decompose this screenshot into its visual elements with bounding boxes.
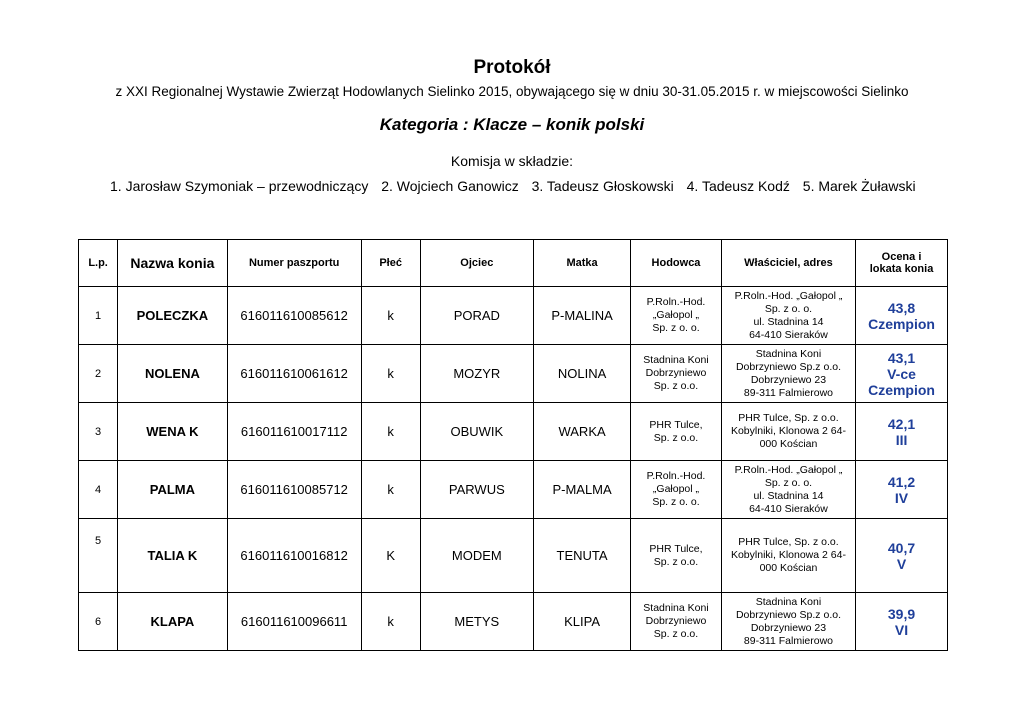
cell-owner xyxy=(721,519,855,593)
cell-owner-line: 000 Kościan xyxy=(759,438,818,450)
cell-owner-line: PHR Tulce, Sp. z o.o. xyxy=(738,412,839,424)
cell-owner-line: Stadnina Koni xyxy=(755,595,822,608)
cell-score-line: IV xyxy=(894,489,909,506)
cell-owner-line: ul. Stadnina 14 xyxy=(753,315,824,328)
cell-sire: PORAD xyxy=(420,287,534,345)
cell-score-line: 43,8 xyxy=(887,299,916,316)
header-dam: Matka xyxy=(534,240,631,287)
cell-passport: 616011610085712 xyxy=(227,461,361,519)
cell-score xyxy=(856,593,948,651)
cell-lp: 5 xyxy=(79,519,118,593)
cell-score-line: VI xyxy=(894,621,909,638)
cell-breeder-line: PHR Tulce, xyxy=(649,418,703,431)
cell-breeder-line: P.Roln.-Hod. xyxy=(646,470,706,482)
cell-score-line: 39,9 xyxy=(887,605,916,622)
cell-breeder-line: Sp. z o. o. xyxy=(652,322,700,334)
table-row xyxy=(79,593,948,651)
cell-owner xyxy=(721,403,855,461)
cell-sex: k xyxy=(361,403,420,461)
cell-owner-line: Kobylniki, Klonowa 2 64- xyxy=(730,549,846,561)
cell-owner-line: Sp. z o. o. xyxy=(764,476,813,489)
cell-score xyxy=(856,461,948,519)
cell-horse-name: TALIA K xyxy=(118,519,227,593)
cell-horse-name: NOLENA xyxy=(118,345,227,403)
header-sex: Płeć xyxy=(361,240,420,287)
header-score-line: Ocena i xyxy=(881,251,922,263)
cell-score-line: V-ce xyxy=(887,365,916,382)
category-heading: Kategoria : Klacze – konik polski xyxy=(379,115,645,134)
cell-owner-line: 000 Kościan xyxy=(759,562,818,574)
cell-score-line: III xyxy=(895,431,908,448)
committee-member: 3. Tadeusz Głoskowski xyxy=(531,178,674,194)
cell-lp: 1 xyxy=(79,287,118,345)
cell-passport: 616011610096611 xyxy=(227,593,361,651)
cell-breeder xyxy=(631,287,722,345)
page-title: Protokół xyxy=(473,57,551,78)
cell-owner xyxy=(721,287,855,345)
table-row xyxy=(79,403,948,461)
cell-breeder-line: Sp. z o. o. xyxy=(652,496,700,508)
cell-horse-name: PALMA xyxy=(118,461,227,519)
cell-dam: P-MALINA xyxy=(534,287,631,345)
cell-score-line: 41,2 xyxy=(887,473,916,490)
cell-passport: 616011610061612 xyxy=(227,345,361,403)
cell-breeder-line: PHR Tulce, xyxy=(649,542,703,555)
header-sire: Ojciec xyxy=(420,240,534,287)
cell-sex: K xyxy=(361,519,420,593)
cell-owner-line: Kobylniki, Klonowa 2 64- xyxy=(730,425,846,437)
cell-horse-name: POLECZKA xyxy=(118,287,227,345)
cell-horse-name: WENA K xyxy=(118,403,227,461)
cell-score xyxy=(856,287,948,345)
cell-passport: 616011610016812 xyxy=(227,519,361,593)
header-name: Nazwa konia xyxy=(118,240,227,287)
cell-score xyxy=(856,519,948,593)
cell-breeder-line: Sp. z o.o. xyxy=(653,628,699,640)
cell-owner xyxy=(721,345,855,403)
cell-owner-line: Sp. z o. o. xyxy=(764,302,813,315)
committee-member: 5. Marek Żuławski xyxy=(802,178,916,194)
cell-score-line: V xyxy=(896,555,907,572)
cell-owner xyxy=(721,461,855,519)
cell-breeder-line: Sp. z o.o. xyxy=(653,555,699,568)
cell-owner-line: 89-311 Falmierowo xyxy=(743,386,834,399)
cell-sex: k xyxy=(361,593,420,651)
cell-score-line: 43,1 xyxy=(887,349,916,366)
cell-sex: k xyxy=(361,461,420,519)
cell-dam: P-MALMA xyxy=(534,461,631,519)
cell-sire: OBUWIK xyxy=(420,403,534,461)
cell-sire: METYS xyxy=(420,593,534,651)
cell-breeder-line: „Gałopol „ xyxy=(652,483,700,495)
cell-owner-line: 64-410 Sieraków xyxy=(749,328,828,341)
cell-owner-line: ul. Stadnina 14 xyxy=(753,489,824,502)
committee-members xyxy=(110,178,970,194)
header-lp: L.p. xyxy=(79,240,118,287)
cell-owner-line: P.Roln.-Hod. „Gałopol „ xyxy=(734,289,843,302)
cell-score xyxy=(856,345,948,403)
event-subtitle: z XXI Regionalnej Wystawie Zwierząt Hodowlanych Sielinko 2015, obywającego się w dniu 30-31.05.2015 r. w miejscowości Sielinko xyxy=(115,84,909,99)
cell-dam: TENUTA xyxy=(534,519,631,593)
committee-label: Komisja w składzie: xyxy=(450,153,574,169)
cell-score-line: 42,1 xyxy=(887,415,916,432)
cell-owner-line: Dobrzyniewo 23 xyxy=(750,621,827,634)
table-header-row xyxy=(79,240,948,287)
cell-passport: 616011610085612 xyxy=(227,287,361,345)
cell-lp: 2 xyxy=(79,345,118,403)
cell-breeder xyxy=(631,403,722,461)
cell-owner-line: Stadnina Koni xyxy=(755,347,822,360)
table-row xyxy=(79,461,948,519)
cell-score-line: Czempion xyxy=(868,381,935,398)
cell-passport: 616011610017112 xyxy=(227,403,361,461)
cell-sire: MODEM xyxy=(420,519,534,593)
cell-breeder xyxy=(631,345,722,403)
cell-breeder-line: „Gałopol „ xyxy=(652,309,700,321)
cell-breeder xyxy=(631,461,722,519)
cell-lp: 4 xyxy=(79,461,118,519)
header-breeder: Hodowca xyxy=(631,240,722,287)
cell-dam: NOLINA xyxy=(534,345,631,403)
cell-dam: WARKA xyxy=(534,403,631,461)
cell-score-line: Czempion xyxy=(868,315,935,332)
cell-breeder xyxy=(631,593,722,651)
header-score-line: lokata konia xyxy=(869,263,934,275)
cell-breeder-line: P.Roln.-Hod. xyxy=(646,296,706,308)
header-score xyxy=(856,240,948,287)
cell-owner-line: Dobrzyniewo Sp.z o.o. xyxy=(735,360,841,373)
cell-owner-line: 89-311 Falmierowo xyxy=(743,634,834,647)
cell-sex: k xyxy=(361,287,420,345)
cell-score-line: 40,7 xyxy=(887,539,916,556)
cell-sex: k xyxy=(361,345,420,403)
cell-horse-name: KLAPA xyxy=(118,593,227,651)
table-row xyxy=(79,345,948,403)
committee-member: 2. Wojciech Ganowicz xyxy=(381,178,519,194)
cell-lp: 3 xyxy=(79,403,118,461)
cell-sire: PARWUS xyxy=(420,461,534,519)
cell-sire: MOZYR xyxy=(420,345,534,403)
cell-breeder-line: Sp. z o.o. xyxy=(653,380,699,392)
results-table xyxy=(78,239,948,651)
table-row xyxy=(79,519,948,593)
cell-owner-line: PHR Tulce, Sp. z o.o. xyxy=(738,536,839,548)
cell-breeder-line: Stadnina Koni xyxy=(643,602,709,614)
cell-lp: 6 xyxy=(79,593,118,651)
cell-breeder xyxy=(631,519,722,593)
cell-owner-line: Dobrzyniewo Sp.z o.o. xyxy=(735,608,841,621)
cell-breeder-line: Dobrzyniewo xyxy=(645,615,707,627)
cell-owner xyxy=(721,593,855,651)
table-row xyxy=(79,287,948,345)
committee-member: 4. Tadeusz Kodź xyxy=(686,178,790,194)
cell-owner-line: Dobrzyniewo 23 xyxy=(750,373,827,386)
committee-member: 1. Jarosław Szymoniak – przewodniczący xyxy=(110,178,369,194)
cell-breeder-line: Dobrzyniewo xyxy=(645,367,707,379)
header-owner: Właściciel, adres xyxy=(721,240,855,287)
header-passport: Numer paszportu xyxy=(227,240,361,287)
cell-breeder-line: Stadnina Koni xyxy=(643,354,709,366)
cell-owner-line: 64-410 Sieraków xyxy=(749,502,828,515)
cell-owner-line: P.Roln.-Hod. „Gałopol „ xyxy=(734,463,843,476)
cell-dam: KLIPA xyxy=(534,593,631,651)
cell-breeder-line: Sp. z o.o. xyxy=(653,431,699,444)
cell-score xyxy=(856,403,948,461)
